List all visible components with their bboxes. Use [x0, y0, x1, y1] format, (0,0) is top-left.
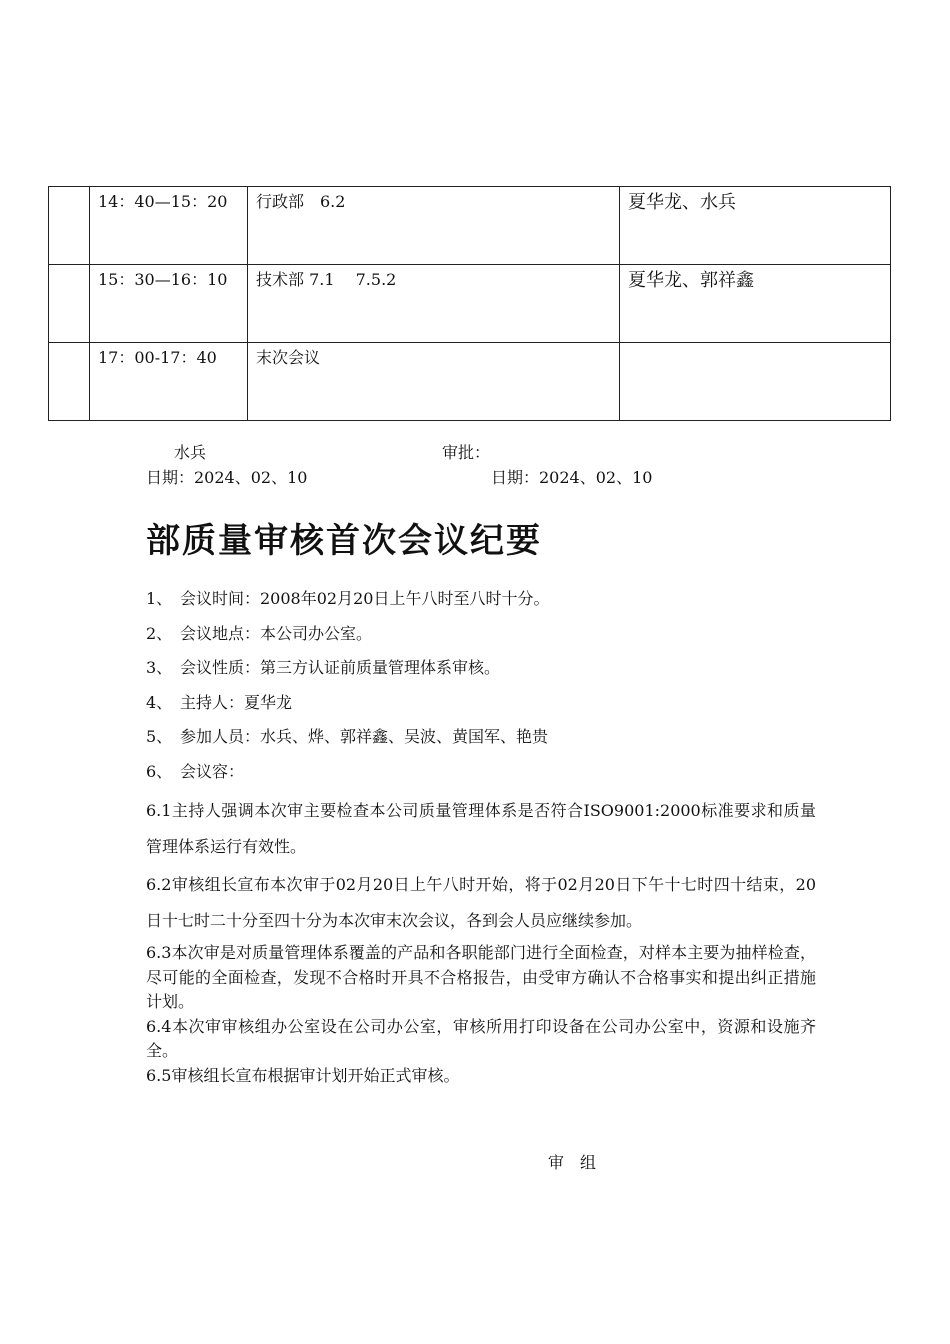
- paragraph-6-4: 6.4本次审审核组办公室设在公司办公室，审核所用打印设备在公司办公室中，资源和设施齐全。: [146, 1016, 816, 1060]
- minutes-title: 部质量审核首次会议纪要: [146, 521, 542, 561]
- table-cell-auditors: 夏华龙、水兵: [620, 187, 891, 265]
- table-cell-item: 技术部 7.1 7.5.2: [248, 265, 620, 343]
- audit-team-signoff: 审 组: [548, 1153, 597, 1172]
- item-text: 会议容：: [180, 761, 245, 781]
- table-cell-item: 行政部 6.2: [248, 187, 620, 265]
- list-item: [146, 586, 816, 621]
- table-cell-auditors: 夏华龙、郭祥鑫: [620, 265, 891, 343]
- list-item: [146, 655, 816, 690]
- item-number: 1、: [146, 589, 173, 608]
- prepared-by-name: 水兵: [174, 443, 207, 462]
- list-item: [146, 724, 816, 759]
- list-item: [146, 621, 816, 656]
- table-cell-time: 17：00-17：40: [90, 343, 248, 421]
- table-cell-time: 14：40—15：20: [90, 187, 248, 265]
- table-cell-auditors: [620, 343, 891, 421]
- table-cell-time: 15：30—16：10: [90, 265, 248, 343]
- item-number: 3、: [146, 658, 173, 677]
- minutes-body: [146, 586, 816, 1088]
- item-text: 会议地点：本公司办公室。: [180, 623, 373, 643]
- item-text: 参加人员：水兵、烨、郭祥鑫、吴波、黄国军、艳贵: [180, 727, 549, 746]
- paragraph-6-1: 6.1主持人强调本次审主要检查本公司质量管理体系是否符合ISO9001:2000标准要求和质量管理体系运行有效性。: [146, 801, 816, 856]
- item-text: 主持人：夏华龙: [180, 692, 293, 712]
- table-cell-blank: [49, 265, 90, 343]
- date-right: 日期：2024、02、10: [491, 468, 653, 487]
- item-number: 5、: [146, 727, 173, 746]
- approve-label: 审批：: [442, 443, 491, 462]
- item-text: 会议时间：2008年02月20日上午八时至八时十分。: [180, 589, 550, 608]
- paragraph-6-2: 6.2审核组长宣布本次审于02月20日上午八时开始，将于02月20日下午十七时四十结束，20日十七时二十分至四十分为本次审末次会议，各到会人员应继续参加。: [146, 875, 816, 930]
- table-row: [49, 265, 891, 343]
- paragraph-6-3: 6.3本次审是对质量管理体系覆盖的产品和各职能部门进行全面检查，对样本主要为抽样检查，尽可能的全面检查，发现不合格时开具不合格报告，由受审方确认不合格事实和提出纠正措施计划。: [146, 943, 816, 1011]
- list-item: [146, 690, 816, 725]
- paragraph-6-5: 6.5审核组长宣布根据审计划开始正式审核。: [146, 1065, 460, 1085]
- audit-schedule-table: [48, 186, 891, 421]
- item-number: 6、: [146, 761, 173, 781]
- table-cell-blank: [49, 343, 90, 421]
- list-item: [146, 759, 816, 794]
- table-cell-item: 末次会议: [248, 343, 620, 421]
- table-row: [49, 187, 891, 265]
- item-number: 2、: [146, 623, 173, 643]
- item-number: 4、: [146, 692, 173, 712]
- table-cell-blank: [49, 187, 90, 265]
- date-left: 日期：2024、02、10: [146, 468, 308, 487]
- table-row: [49, 343, 891, 421]
- item-text: 会议性质：第三方认证前质量管理体系审核。: [180, 658, 501, 677]
